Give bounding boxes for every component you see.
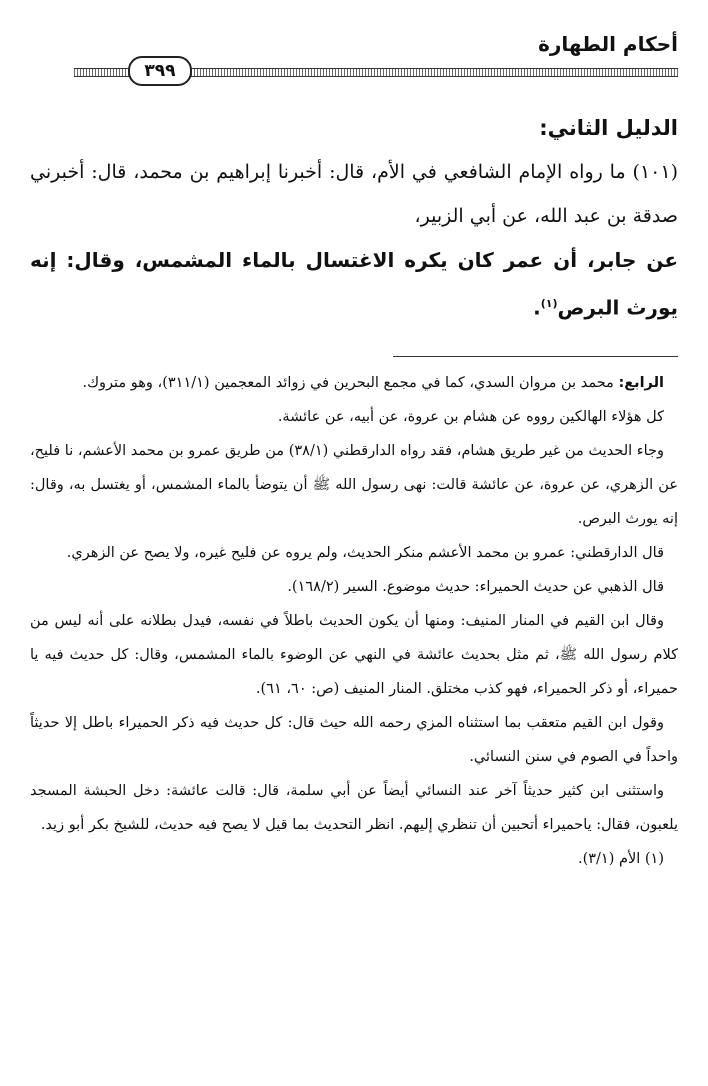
footnote-source: (١) الأم (٣/١).	[577, 851, 664, 867]
page-number: ٣٩٩	[128, 56, 192, 86]
footnotes	[30, 366, 678, 876]
hadith-end: .	[533, 295, 541, 320]
footnote-paragraph: وجاء الحديث من غير طريق هشام، فقد رواه الدارقطني (٣٨/١) من طريق عمرو بن محمد الأعشم، نا فليح، عن الزهري، عن عروة، عن عائشة قالت: نهى رسول الله ﷺ أن يتوضأ بالماء المشمس، أو يغتسل به، وقال: إنه يورث البرص.	[30, 443, 678, 527]
footnote-paragraph: وقال ابن القيم في المنار المنيف: ومنها أن يكون الحديث باطلاً في نفسه، فيدل بطلانه على أنه ليس من كلام رسول الله ﷺ، ثم مثل بحديث عائشة في النهي عن الوضوء بالماء المشمس، وقال: كل حديث فيه يا حميراء، أو ذكر الحميراء، فهو كذب مختلق. المنار المنيف (ص: ٦٠، ٦١).	[30, 613, 678, 697]
footnote-paragraph: واستثنى ابن كثير حديثاً آخر عند النسائي أيضاً عن أبي سلمة، قال: قالت عائشة: دخل الحبشة المسجد يلعبون، فقال: ياحميراء أتحبين أن تنظري إليهم. انظر التحديث بما قيل لا يصح فيه حديث، للشيخ بكر أبو زيد.	[30, 783, 678, 833]
hadith-matn: عن جابر، أن عمر كان يكره الاغتسال بالماء المشمس، وقال: إنه يورث البرص	[30, 248, 678, 320]
hadith-text	[30, 238, 678, 330]
running-header: أحكام الطهارة	[538, 32, 678, 56]
footnote-separator	[393, 356, 678, 357]
footnote-ref: (١)	[540, 297, 558, 310]
footnote-text: محمد بن مروان السدي، كما في مجمع البحرين في زوائد المعجمين (٣١١/١)، وهو متروك.	[82, 375, 614, 391]
section-heading: الدليل الثاني:	[539, 116, 678, 140]
footnote-paragraph: قال الذهبي عن حديث الحميراء: حديث موضوع. السير (١٦٨/٢).	[287, 579, 664, 595]
footnote-paragraph: قال الدارقطني: عمرو بن محمد الأعشم منكر الحديث، ولم يروه عن فليح غيره، ولا يصح عن الزهري.	[66, 545, 664, 561]
footnote-paragraph: وقول ابن القيم متعقب بما استثناه المزي رحمه الله حيث قال: كل حديث فيه ذكر الحميراء باطل إلا حديثاً واحداً في الصوم في سنن النسائي.	[30, 715, 678, 765]
main-text	[30, 108, 678, 330]
footnote-label: الرابع:	[618, 375, 664, 391]
footnote-paragraph	[30, 366, 678, 400]
hadith-chain: (١٠١) ما رواه الإمام الشافعي في الأم، قال: أخبرنا إبراهيم بن محمد، قال: أخبرني صدقة بن عبد الله، عن أبي الزبير،	[30, 161, 678, 227]
footnote-paragraph: كل هؤلاء الهالكين رووه عن هشام بن عروة، عن أبيه، عن عائشة.	[277, 409, 664, 425]
